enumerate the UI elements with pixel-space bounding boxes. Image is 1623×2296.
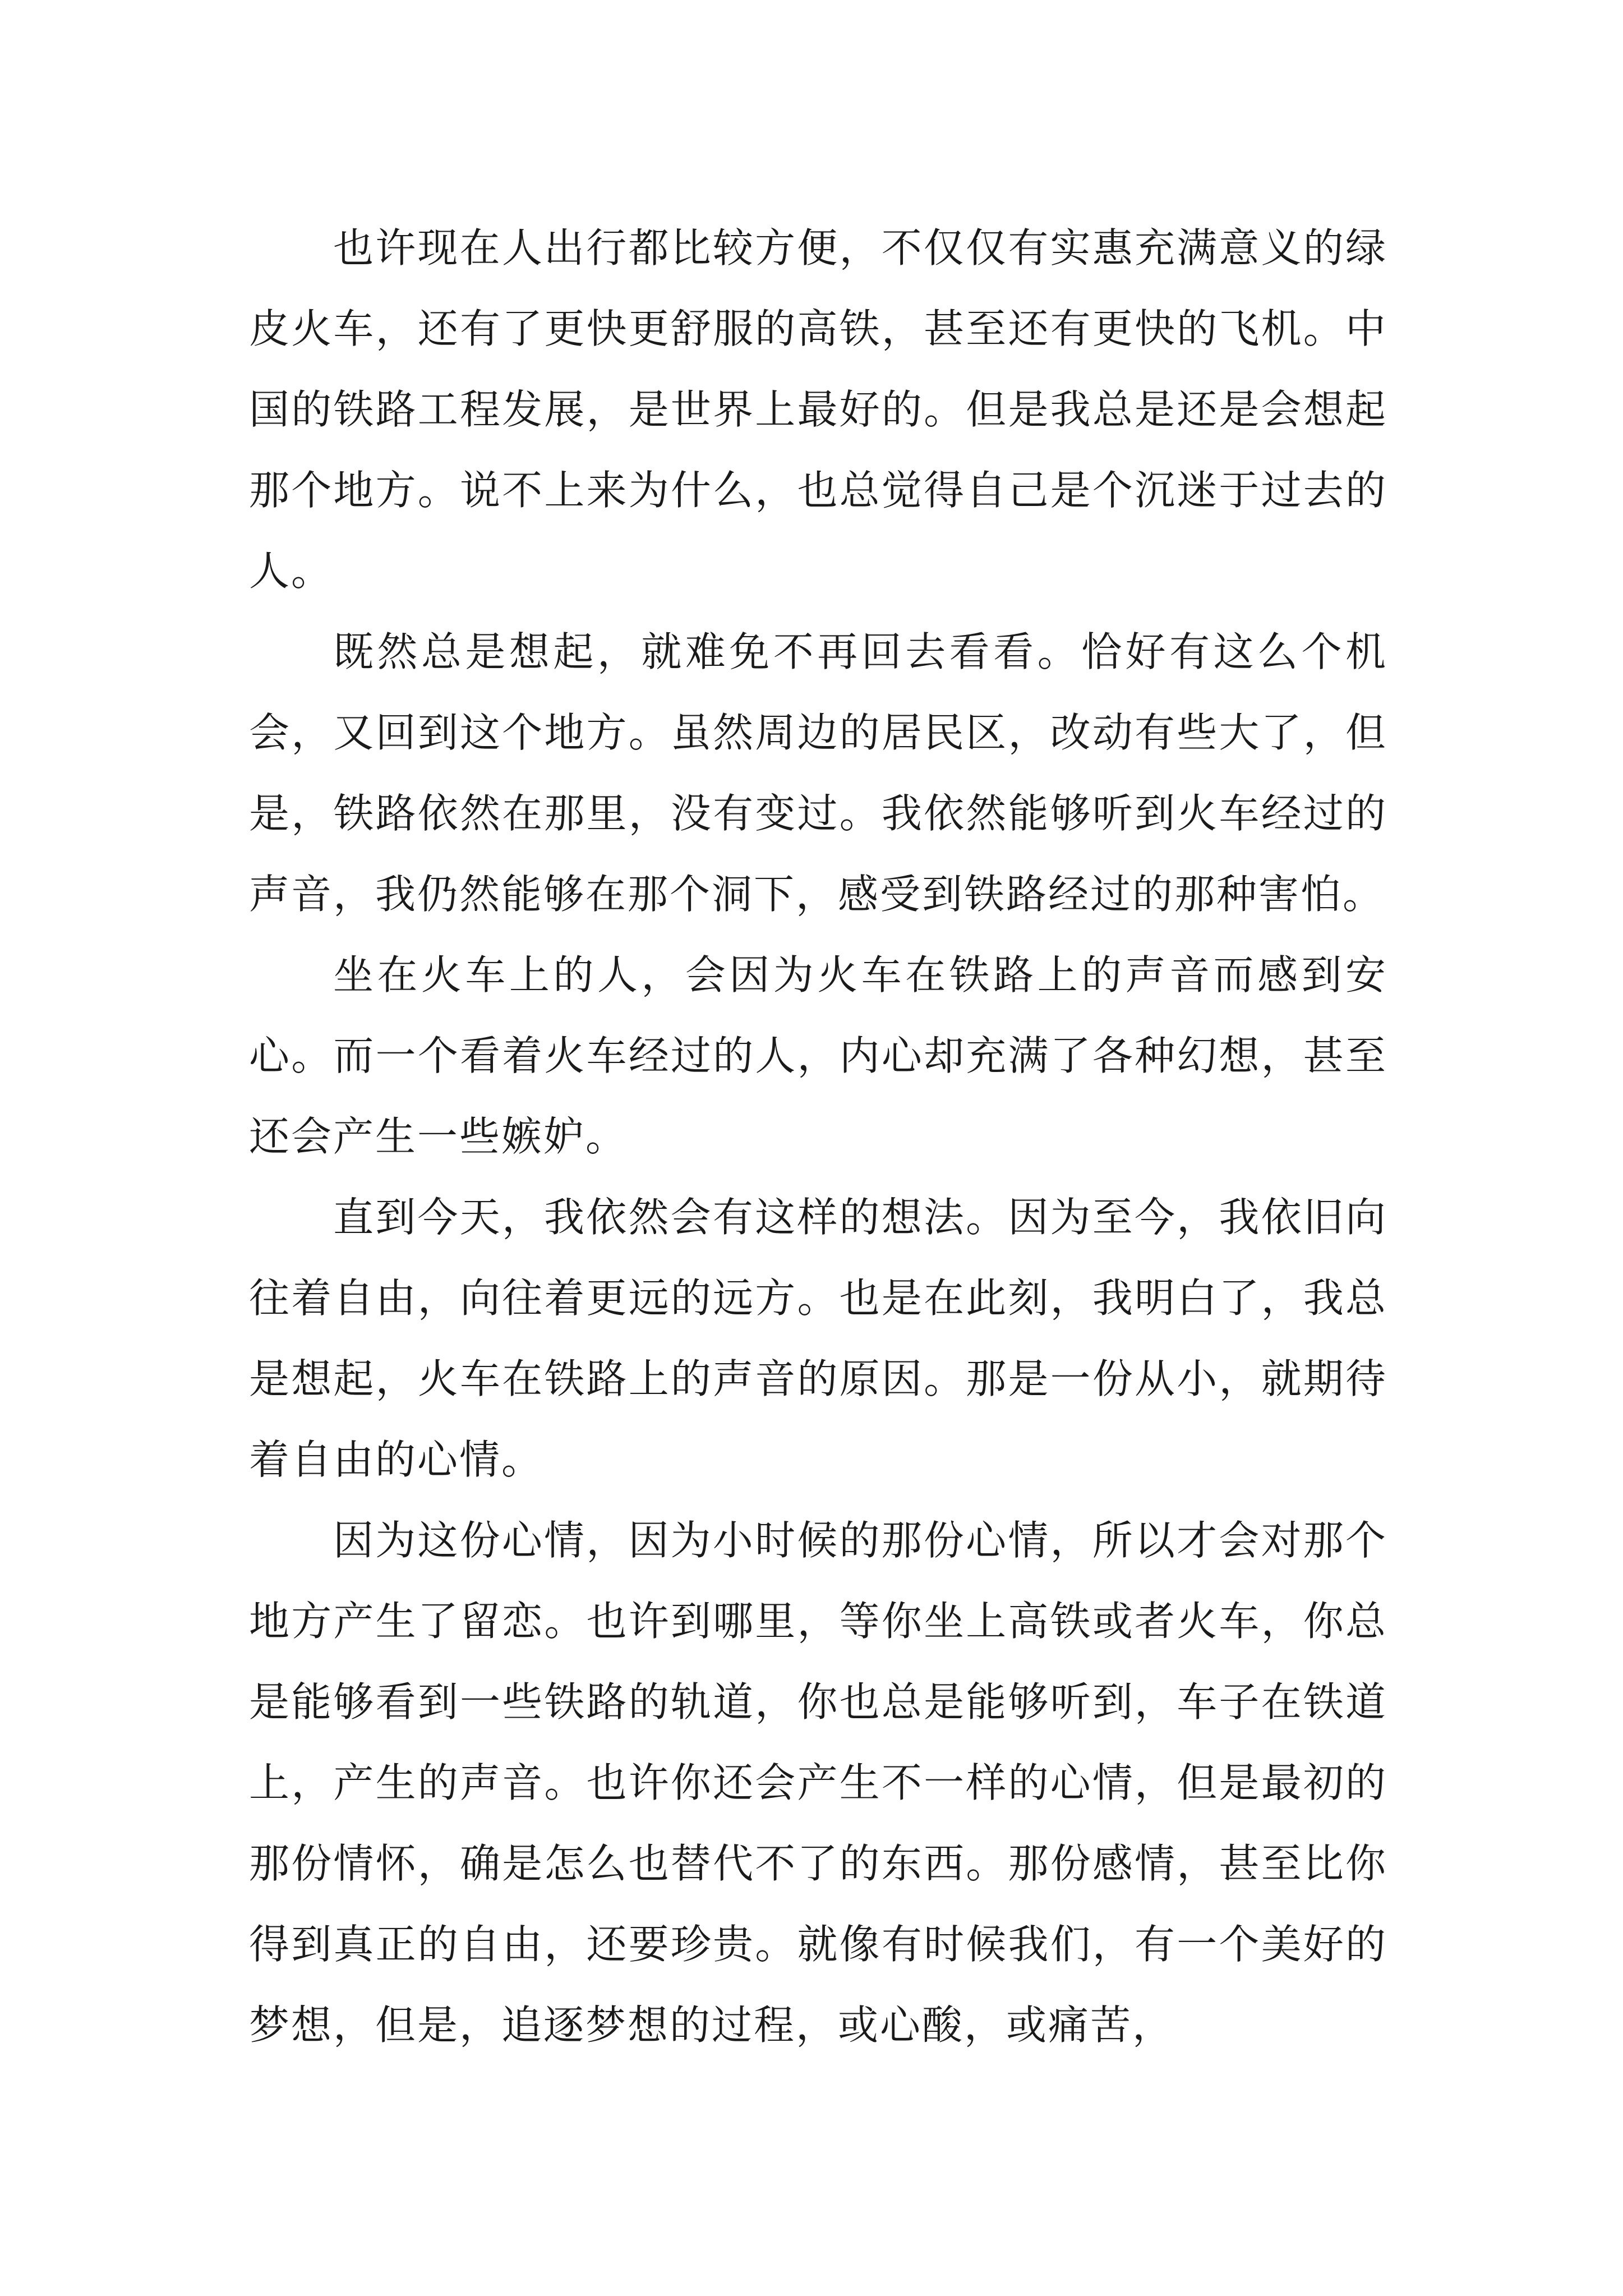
- paragraph-1: 也许现在人出行都比较方便，不仅仅有实惠充满意义的绿皮火车，还有了更快更舒服的高铁，甚至还有更快的飞机。中国的铁路工程发展，是世界上最好的。但是我总是还是会想起那个地方。说不上来为什么，也总觉得自己是个沉迷于过去的人。: [249, 224, 1387, 595]
- paragraph-2: 既然总是想起，就难免不再回去看看。恰好有这么个机会，又回到这个地方。虽然周边的居民区，改动有些大了，但是，铁路依然在那里，没有变过。我依然能够听到火车经过的声音，我仍然能够在那个洞下，感受到铁路经过的那种害怕。: [249, 628, 1387, 918]
- paragraph-4: 直到今天，我依然会有这样的想法。因为至今，我依旧向往着自由，向往着更远的远方。也是在此刻，我明白了，我总是想起，火车在铁路上的声音的原因。那是一份从小，就期待着自由的心情。: [249, 1194, 1387, 1483]
- paragraph-3: 坐在火车上的人，会因为火车在铁路上的声音而感到安心。而一个看着火车经过的人，内心却充满了各种幻想，甚至还会产生一些嫉妒。: [249, 951, 1387, 1160]
- document-body: [249, 208, 1387, 2065]
- paragraph-5: 因为这份心情，因为小时候的那份心情，所以才会对那个地方产生了留恋。也许到哪里，等你坐上高铁或者火车，你总是能够看到一些铁路的轨道，你也总是能够听到，车子在铁道上，产生的声音。也许你还会产生不一样的心情，但是最初的那份情怀，确是怎么也替代不了的东西。那份感情，甚至比你得到真正的自由，还要珍贵。就像有时候我们，有一个美好的梦想，但是，追逐梦想的过程，或心酸，或痛苦，: [249, 1517, 1387, 2049]
